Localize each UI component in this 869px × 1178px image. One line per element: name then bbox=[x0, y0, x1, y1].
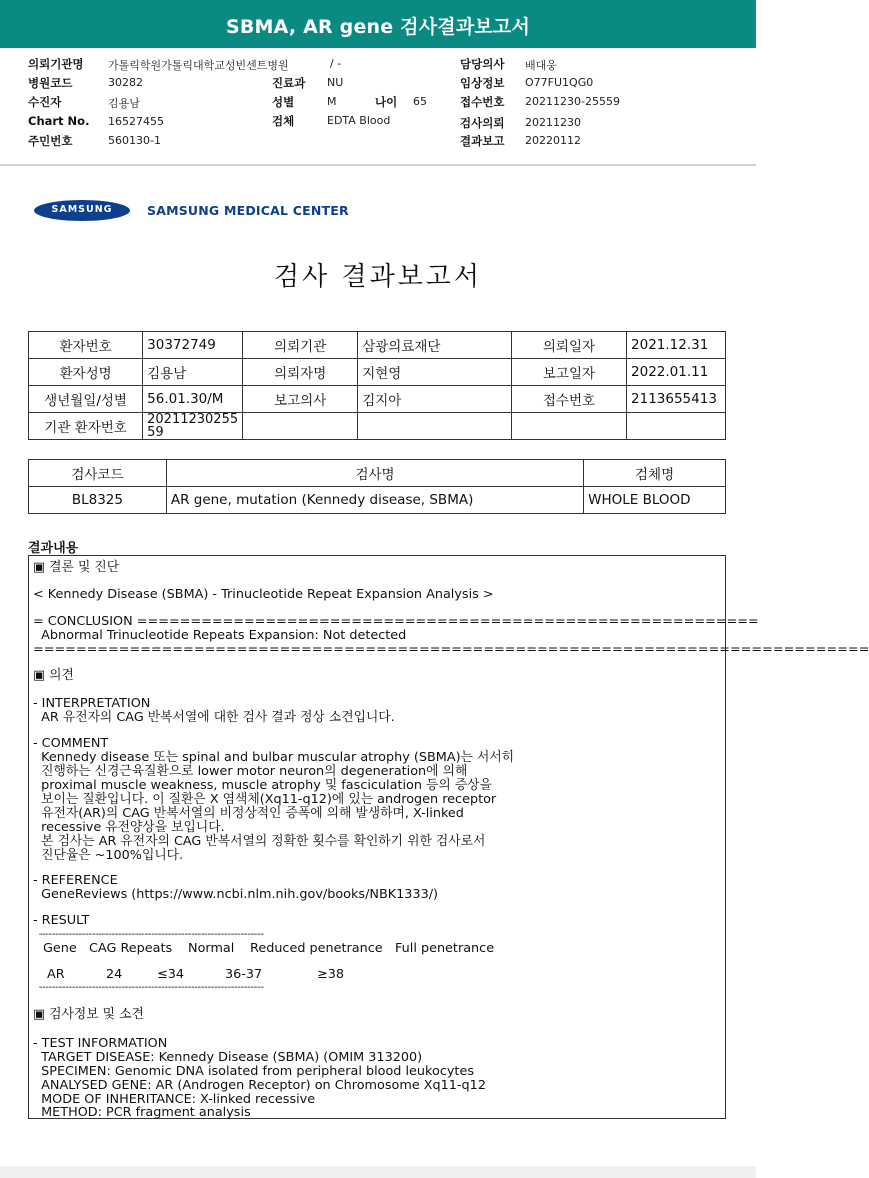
info-value: / - bbox=[330, 57, 342, 70]
info-label: 주민번호 bbox=[28, 134, 73, 148]
patient-table bbox=[28, 331, 726, 440]
info-value: 배대웅 bbox=[525, 59, 557, 72]
table-cell bbox=[627, 413, 726, 440]
title-bar bbox=[0, 0, 756, 48]
table-cell bbox=[243, 413, 358, 440]
result-line: ANALYSED GENE: AR (Androgen Receptor) on Chromosome Xq11-q12 bbox=[33, 1078, 486, 1093]
table-cell: 지현영 bbox=[358, 359, 512, 386]
info-label: 의뢰기관명 bbox=[28, 57, 84, 71]
result-col-header: Reduced penetrance bbox=[250, 941, 383, 956]
result-line: GeneReviews (https://www.ncbi.nlm.nih.gov/books/NBK1333/) bbox=[33, 887, 439, 902]
result-line: Kennedy disease 또는 spinal and bulbar muscular atrophy (SBMA)는 서서히 bbox=[33, 750, 515, 765]
table-cell: 20211230255 59 bbox=[143, 413, 243, 440]
table-row bbox=[29, 359, 726, 386]
table-cell: WHOLE BLOOD bbox=[584, 487, 726, 514]
result-line: - TEST INFORMATION bbox=[33, 1036, 168, 1051]
report-title: SBMA, AR gene 검사결과보고서 bbox=[225, 16, 531, 38]
table-cell: 의뢰기관 bbox=[243, 332, 358, 359]
result-line: MODE OF INHERITANCE: X-linked recessive bbox=[33, 1092, 316, 1107]
samsung-logo-text: SAMSUNG bbox=[51, 204, 113, 215]
table-cell bbox=[358, 413, 512, 440]
table-cell: 삼광의료재단 bbox=[358, 332, 512, 359]
result-line: TARGET DISEASE: Kennedy Disease (SBMA) (OMIM 313200) bbox=[33, 1050, 423, 1065]
info-value: NU bbox=[327, 76, 344, 89]
result-line: - RESULT bbox=[33, 913, 90, 928]
table-cell: 환자번호 bbox=[29, 332, 143, 359]
info-label: 나이 bbox=[375, 95, 398, 109]
table-cell: 30372749 bbox=[143, 332, 243, 359]
table-cell: 환자성명 bbox=[29, 359, 143, 386]
info-value: 65 bbox=[413, 95, 427, 108]
info-value: O77FU1QG0 bbox=[525, 76, 594, 89]
table-cell: 2021.12.31 bbox=[627, 332, 726, 359]
result-col-header: CAG Repeats bbox=[89, 941, 173, 956]
result-col-header: Gene bbox=[43, 941, 77, 956]
table-cell: 2113655413 bbox=[627, 386, 726, 413]
info-label: 성별 bbox=[272, 95, 295, 109]
table-row bbox=[29, 386, 726, 413]
hospital-name: SAMSUNG MEDICAL CENTER bbox=[147, 203, 349, 218]
result-line: proximal muscle weakness, muscle atrophy 및 fasciculation 등의 증상을 bbox=[33, 778, 492, 793]
result-cell: 24 bbox=[106, 967, 123, 982]
info-label: Chart No. bbox=[28, 114, 90, 128]
request-info bbox=[0, 52, 756, 156]
table-row bbox=[29, 413, 726, 440]
info-value: 16527455 bbox=[108, 115, 164, 128]
result-line: - INTERPRETATION bbox=[33, 696, 151, 711]
info-label: 검체 bbox=[272, 114, 295, 128]
result-line: < Kennedy Disease (SBMA) - Trinucleotide Repeat Expansion Analysis > bbox=[33, 587, 494, 602]
divider bbox=[0, 164, 756, 166]
section-heading: ▣ 검사정보 및 소견 bbox=[33, 1007, 144, 1022]
table-cell bbox=[511, 413, 626, 440]
test-table bbox=[28, 459, 726, 514]
info-label: 진료과 bbox=[272, 76, 306, 90]
table-cell: 김지아 bbox=[358, 386, 512, 413]
section-heading: ▣ 의견 bbox=[33, 668, 74, 683]
table-cell: 의뢰자명 bbox=[243, 359, 358, 386]
table-row bbox=[29, 332, 726, 359]
result-cell: ≥38 bbox=[317, 967, 345, 982]
info-value: 20211230-25559 bbox=[525, 95, 620, 108]
info-label: 접수번호 bbox=[460, 95, 505, 109]
result-line: 유전자(AR)의 CAG 반복서열의 비정상적인 증폭에 의해 발생하며, X-linked bbox=[33, 806, 464, 821]
result-line: - REFERENCE bbox=[33, 873, 118, 888]
table-row bbox=[29, 460, 726, 487]
table-cell: 56.01.30/M bbox=[143, 386, 243, 413]
results-box bbox=[28, 555, 869, 1120]
info-label: 담당의사 bbox=[460, 57, 505, 71]
result-col-header: Normal bbox=[188, 941, 235, 956]
footer-bar bbox=[0, 1166, 756, 1178]
info-label: 병원코드 bbox=[28, 76, 73, 90]
table-cell: 생년월일/성별 bbox=[29, 386, 143, 413]
results-heading: 결과내용 bbox=[28, 541, 79, 556]
table-row bbox=[29, 487, 726, 514]
table-cell: 기관 환자번호 bbox=[29, 413, 143, 440]
result-line: Abnormal Trinucleotide Repeats Expansion: Not detected bbox=[33, 628, 407, 643]
table-cell: BL8325 bbox=[29, 487, 167, 514]
result-line: 진행하는 신경근육질환으로 lower motor neuron의 degeneration에 의해 bbox=[33, 764, 468, 779]
table-header: 검체명 bbox=[584, 460, 726, 487]
info-value: 30282 bbox=[108, 76, 143, 89]
table-cell: 의뢰일자 bbox=[511, 332, 626, 359]
info-value: 가톨릭학원가톨릭대학교성빈센트병원 bbox=[108, 59, 289, 72]
table-cell: 2022.01.11 bbox=[627, 359, 726, 386]
info-label: 수진자 bbox=[28, 95, 62, 109]
result-line: 본 검사는 AR 유전자의 CAG 반복서열의 정확한 횟수를 확인하기 위한 검사로서 bbox=[33, 834, 486, 849]
result-line: AR 유전자의 CAG 반복서열에 대한 검사 결과 정상 소견입니다. bbox=[33, 710, 395, 725]
table-cell: 보고일자 bbox=[511, 359, 626, 386]
table-cell: AR gene, mutation (Kennedy disease, SBMA) bbox=[166, 487, 583, 514]
info-value: 560130-1 bbox=[108, 134, 161, 147]
result-table-header bbox=[43, 942, 723, 956]
result-line: 진단율은 ~100%입니다. bbox=[33, 848, 184, 863]
result-line: recessive 유전양상을 보입니다. bbox=[33, 820, 225, 835]
result-line: -------------------------------------------------------------------- bbox=[33, 982, 264, 993]
info-value: EDTA Blood bbox=[327, 114, 391, 127]
result-line: - COMMENT bbox=[33, 736, 109, 751]
result-line: SPECIMEN: Genomic DNA isolated from peripheral blood leukocytes bbox=[33, 1064, 474, 1079]
result-cell: 36-37 bbox=[225, 967, 263, 982]
result-col-header: Full penetrance bbox=[395, 941, 495, 956]
result-line: METHOD: PCR fragment analysis bbox=[33, 1105, 251, 1120]
info-value: M bbox=[327, 95, 337, 108]
section-heading: ▣ 결론 및 진단 bbox=[33, 560, 120, 575]
document-title: 검사 결과보고서 bbox=[273, 262, 483, 292]
result-line: ============================================================================== bbox=[33, 642, 869, 657]
result-line: 보이는 질환입니다. 이 질환은 X 염색체(Xq11-q12)에 있는 androgen receptor bbox=[33, 792, 497, 807]
table-cell: 김용남 bbox=[143, 359, 243, 386]
table-header: 검사명 bbox=[166, 460, 583, 487]
info-value: 20211230 bbox=[525, 116, 581, 129]
result-line: -------------------------------------------------------------------- bbox=[33, 929, 264, 940]
result-table-row bbox=[43, 968, 723, 982]
table-cell: 보고의사 bbox=[243, 386, 358, 413]
info-label: 검사의뢰 bbox=[460, 116, 505, 130]
table-header: 검사코드 bbox=[29, 460, 167, 487]
result-line: = CONCLUSION ========================================================== bbox=[33, 614, 759, 629]
info-value: 20220112 bbox=[525, 134, 581, 147]
info-label: 임상정보 bbox=[460, 76, 505, 90]
info-value: 김용남 bbox=[108, 97, 140, 110]
result-cell: ≤34 bbox=[157, 967, 185, 982]
info-label: 결과보고 bbox=[460, 134, 505, 148]
table-cell: 접수번호 bbox=[511, 386, 626, 413]
result-cell: AR bbox=[47, 967, 65, 982]
